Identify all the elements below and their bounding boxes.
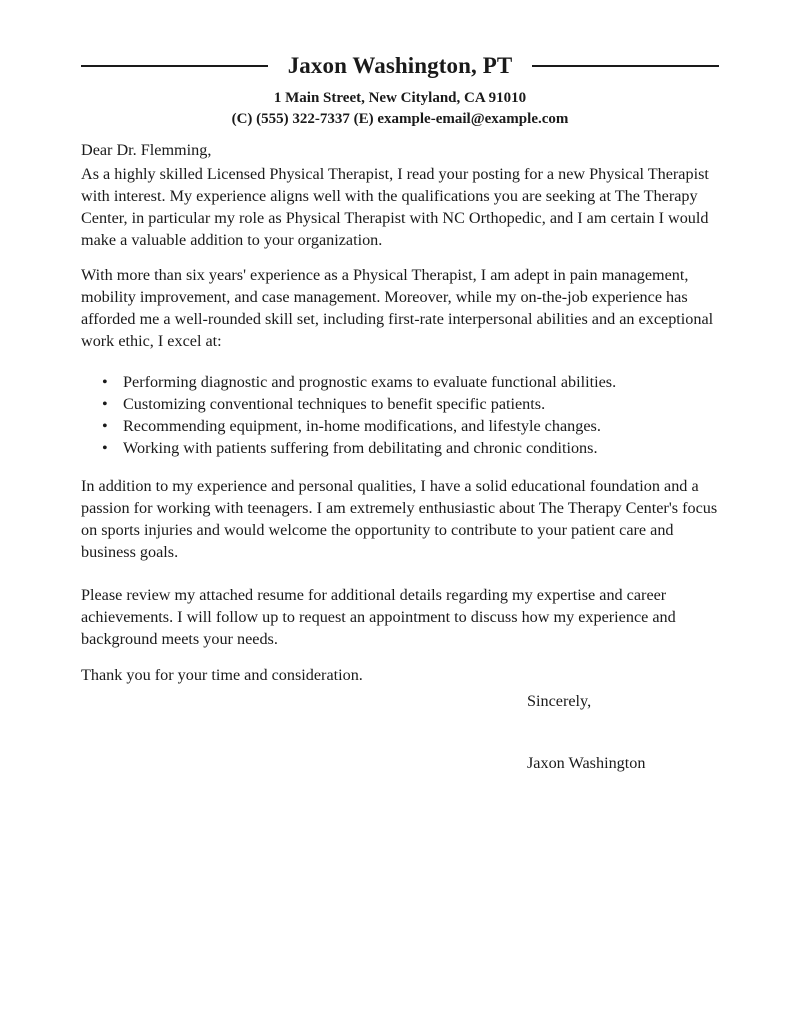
address-line: 1 Main Street, New Cityland, CA 91010 (273, 90, 527, 106)
bullet-icon: • (102, 373, 108, 391)
paragraph-experience (81, 264, 731, 352)
salutation-text: Dear Dr. Flemming, (81, 141, 212, 159)
paragraph-text: Please review my attached resume for additional details regarding my expertise and career achievements. I will follow up to request an appointment to discuss how my experience and background meets your needs. (81, 586, 676, 648)
list-item (102, 437, 722, 459)
list-item-text: Working with patients suffering from debilitating and chronic conditions. (123, 439, 598, 457)
skills-list (102, 371, 722, 459)
list-item-text: Performing diagnostic and prognostic exams to evaluate functional abilities. (123, 373, 617, 391)
header-rule-right (532, 65, 719, 67)
bullet-icon: • (102, 395, 108, 413)
signature: Jaxon Washington (527, 754, 646, 772)
signoff: Sincerely, (527, 692, 592, 710)
list-item (102, 415, 722, 437)
paragraph-follow-up (81, 584, 731, 650)
bullet-icon: • (102, 439, 108, 457)
closing-text: Thank you for your time and consideration. (81, 666, 363, 684)
paragraph-intro (81, 163, 731, 251)
applicant-name: Jaxon Washington, PT (287, 53, 513, 78)
contact-line: (C) (555) 322-7337 (E) example-email@example.com (231, 111, 569, 127)
list-item-text: Recommending equipment, in-home modifications, and lifestyle changes. (123, 417, 601, 435)
paragraph-text: With more than six years' experience as a Physical Therapist, I am adept in pain management, mobility improvement, and case management. Moreover, while my on-the-job experience has afforded me a well-rounded skill set, including first-rate interpersonal abilities and an exceptional work ethic, I excel at: (81, 266, 714, 350)
header-rule-left (81, 65, 268, 67)
list-item (102, 393, 722, 415)
paragraph-text: As a highly skilled Licensed Physical Therapist, I read your posting for a new Physical Therapist with interest. My experience aligns well with the qualifications you are seeking at The Therapy Center, in particular my role as Physical Therapist with NC Orthopedic, and I am certain I would make a valuable addition to your organization. (81, 165, 709, 249)
bullet-icon: • (102, 417, 108, 435)
paragraph-education (81, 475, 731, 563)
letterhead (81, 50, 719, 82)
paragraph-text: In addition to my experience and personal qualities, I have a solid educational foundation and a passion for working with teenagers. I am extremely enthusiastic about The Therapy Center's focus on sports injuries and would welcome the opportunity to contribute to your patient care and business goals. (81, 477, 718, 561)
list-item-text: Customizing conventional techniques to benefit specific patients. (123, 395, 546, 413)
list-item (102, 371, 722, 393)
salutation (81, 139, 731, 161)
closing-line (81, 664, 731, 686)
